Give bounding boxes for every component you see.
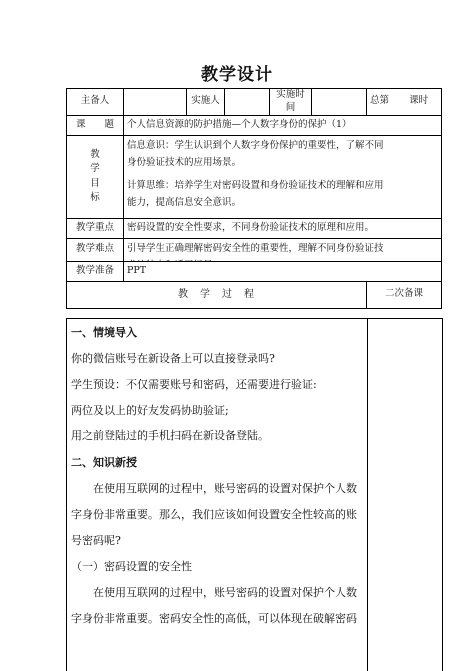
time-value[interactable]	[312, 89, 367, 116]
goal-content	[124, 135, 442, 218]
goal-line: 信息意识：学生认识到个人数字身份保护的重要性，了解不同	[127, 139, 384, 151]
prep-label: 教学准备	[67, 261, 124, 281]
goal-line: 能力，提高信息安全意识。	[127, 196, 242, 208]
process-line: 号密码呢?	[71, 534, 121, 547]
process-line: 字身份非常重要。那么，我们应该如何设置安全性较高的账	[71, 508, 357, 521]
section-heading: 一、情境导入	[71, 326, 137, 339]
implementer-value[interactable]	[225, 89, 270, 116]
process-content-area	[66, 318, 443, 671]
preparer-label: 主备人	[67, 89, 124, 116]
process-line: 用之前登陆过的手机扫码在新设备登陆。	[71, 429, 269, 442]
preparer-value[interactable]	[124, 89, 187, 116]
total-label: 总第	[370, 95, 390, 107]
difficulty-value	[124, 238, 442, 261]
process-line: 在使用互联网的过程中，账号密码的设置对保护个人数	[71, 482, 357, 495]
period-cell	[367, 89, 442, 116]
goal-label-char: 教	[90, 149, 100, 161]
time-label: 实施时间	[270, 89, 312, 116]
topic-label: 课 题	[67, 115, 124, 135]
process-line: 学生预设：不仅需要账号和密码，还需要进行验证:	[71, 378, 317, 391]
page-title: 教学设计	[201, 65, 273, 85]
revision-header: 二次备课	[367, 281, 442, 308]
key-point-label: 教学重点	[67, 218, 124, 238]
difficulty-line	[127, 257, 438, 261]
goal-line: 身份验证技术的应用场景。	[127, 156, 242, 168]
difficulty-line: 引导学生正确理解密码安全性的重要性，理解不同身份验证技	[127, 242, 384, 254]
lesson-info-table	[66, 88, 442, 309]
prep-value: PPT	[124, 261, 442, 281]
goal-line: 计算思维：培养学生对密码设置和身份验证技术的理解和应用	[127, 179, 384, 191]
period-label: 课时	[409, 95, 429, 107]
goal-label-char: 学	[90, 163, 100, 175]
goal-label-char: 标	[90, 191, 100, 203]
process-line: 你的微信账号在新设备上可以直接登录吗?	[71, 352, 275, 365]
column-divider	[367, 319, 368, 671]
goal-label	[67, 135, 124, 218]
process-line: （一）密码设置的安全性	[71, 560, 192, 573]
topic-value: 个人信息资源的防护措施—个人数字身份的保护（1）	[124, 115, 442, 135]
process-header: 教 学 过 程	[67, 281, 367, 308]
process-line: 字身份非常重要。密码安全性的高低，可以体现在破解密码	[71, 612, 357, 625]
implementer-label: 实施人	[187, 89, 225, 116]
process-line: 在使用互联网的过程中，账号密码的设置对保护个人数	[71, 586, 357, 599]
key-point-value: 密码设置的安全性要求，不同身份验证技术的原理和应用。	[124, 218, 442, 238]
process-line: 两位及以上的好友发码协助验证;	[71, 404, 229, 417]
goal-label-char: 目	[90, 177, 100, 189]
section-heading: 二、知识新授	[71, 456, 137, 469]
difficulty-label: 教学难点	[67, 238, 124, 261]
